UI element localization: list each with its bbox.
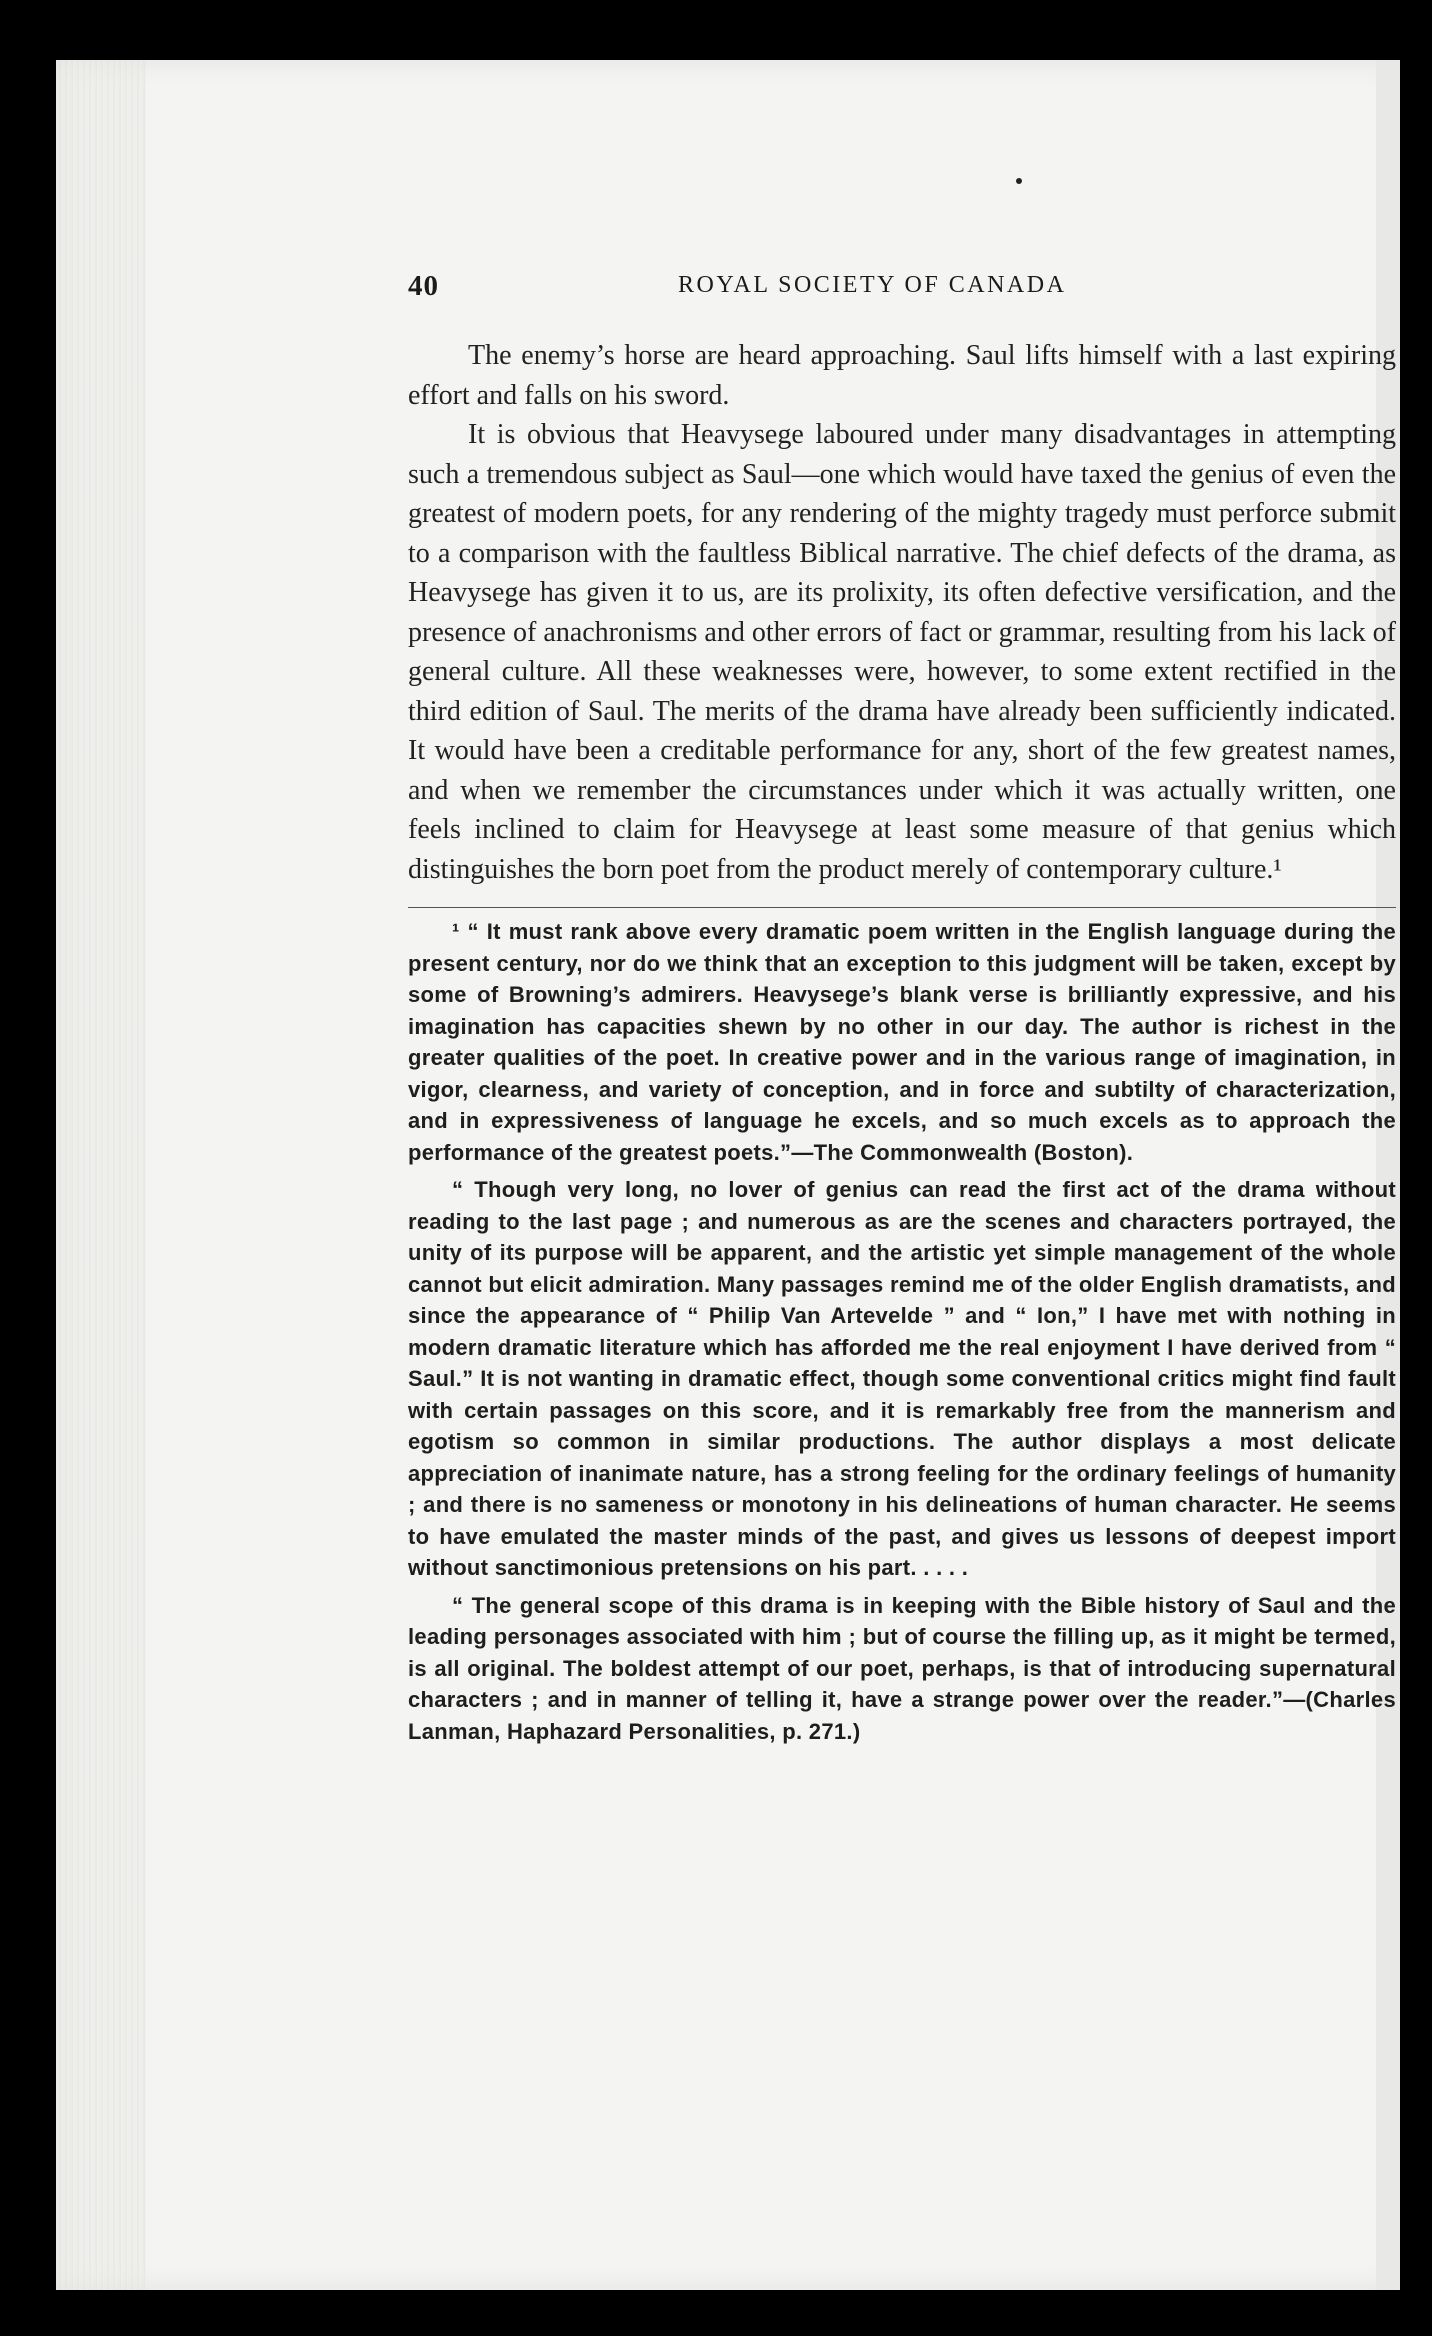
footnotes — [408, 916, 1396, 1747]
footnote-rule — [408, 907, 1396, 908]
page-number: 40 — [408, 270, 439, 302]
page-content — [408, 270, 1396, 1747]
footnote-paragraph: ¹ “ It must rank above every dramatic poem written in the English language during the present century, nor do we think that an exception to this judgment will be taken, except by some of Browning’s admirers. Heavysege’s blank verse is brilliantly expressive, and his imagination has capacities shewn by no other in our day. The author is richest in the greater qualities of the poet. In creative power and in the various range of imagination, in vigor, clearness, and variety of conception, and in force and subtilty of characterization, and in expressiveness of language he excels, and so much excels as to approach the performance of the greatest poets.”—The Commonwealth (Boston). — [408, 919, 1396, 1165]
body-paragraph: It is obvious that Heavysege laboured under many disadvantages in attempting such a tremendous subject as Saul—one which would have taxed the genius of even the greatest of modern poets, for any rendering of the mighty tragedy must perforce submit to a comparison with the faultless Biblical narrative. The chief defects of the drama, as Heavysege has given it to us, are its prolixity, its often defective versification, and the presence of anachronisms and other errors of fact or grammar, resulting from his lack of general culture. All these weaknesses were, however, to some extent rectified in the third edition of Saul. The merits of the drama have already been sufficiently indicated. It would have been a creditable performance for any, short of the few greatest names, and when we remember the circumstances under which it was actually written, one feels inclined to claim for Heavysege at least some measure of that genius which distinguishes the born poet from the product merely of contemporary culture.¹ — [408, 419, 1396, 885]
page-header — [408, 270, 1396, 314]
footnote-paragraph: “ The general scope of this drama is in keeping with the Bible history of Saul and the leading personages associated with him ; but of course the filling up, as it might be termed, is all original. The boldest attempt of our poet, perhaps, is that of introducing supernatural characters ; and in manner of telling it, have a strange power over the reader.”—(Charles Lanman, Haphazard Personalities, p. 271.) — [408, 1592, 1396, 1744]
body-text — [408, 336, 1396, 889]
body-paragraph: The enemy’s horse are heard approaching. Saul lifts himself with a last expiring effort and falls on his sword. — [408, 340, 1396, 411]
footnote-paragraph: “ Though very long, no lover of genius can read the first act of the drama without reading to the last page ; and numerous as are the scenes and characters portrayed, the unity of its purpose will be apparent, and the artistic yet simple management of the whole cannot but elicit admiration. Many passages remind me of the older English dramatists, and since the appearance of “ Philip Van Artevelde ” and “ Ion,” I have met with nothing in modern dramatic literature which has afforded me the real enjoyment I have derived from “ Saul.” It is not wanting in dramatic effect, though some conventional critics might find fault with certain passages on this score, and it is remarkably free from the mannerism and egotism so common in similar productions. The author displays a most delicate appreciation of inanimate nature, has a strong feeling for the ordinary feelings of humanity ; and there is no sameness or monotony in his delineations of human character. He seems to have emulated the master minds of the past, and gives us lessons of deepest import without sanctimonious pretensions on his part. . . . . — [408, 1177, 1396, 1580]
page-edge-stack — [56, 60, 146, 2290]
ink-speck — [1016, 178, 1022, 184]
running-head: ROYAL SOCIETY OF CANADA — [678, 272, 1067, 298]
